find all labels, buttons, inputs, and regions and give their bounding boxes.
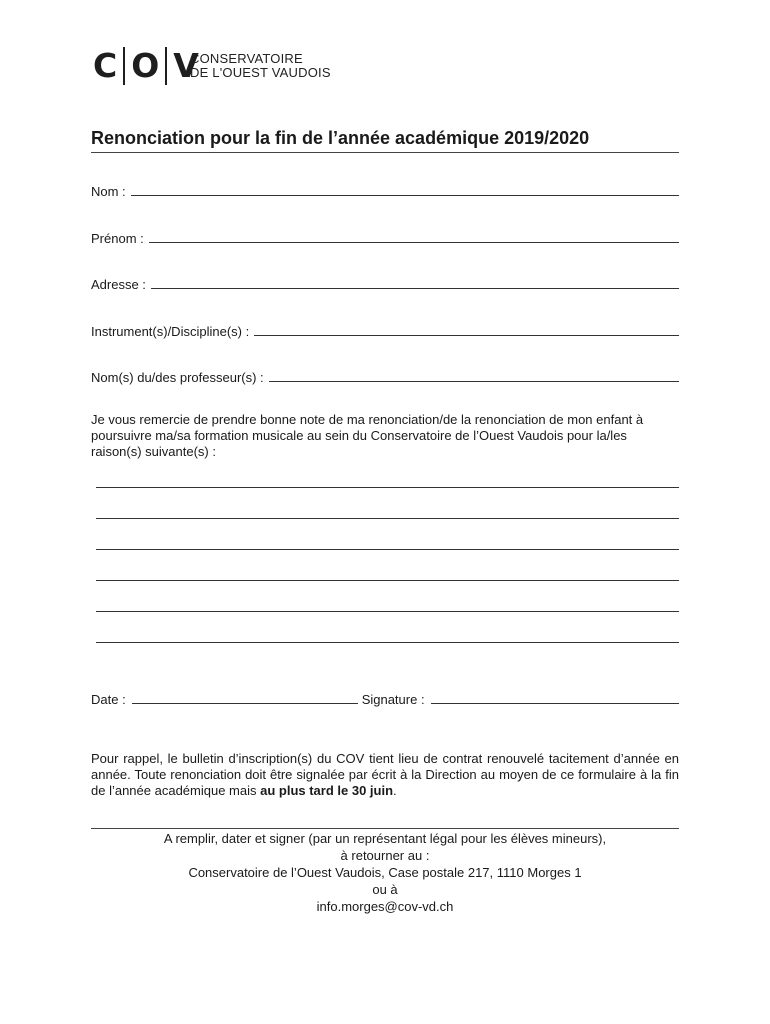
field-instrument-label: Instrument(s)/Discipline(s) :: [91, 324, 250, 339]
footer-line-1: A remplir, dater et signer (par un représentant légal pour les élèves mineurs),: [163, 831, 607, 846]
signature-label: Signature :: [361, 692, 425, 707]
footer-line-2: à retourner au :: [340, 848, 430, 863]
reminder-text: Pour rappel, le bulletin d’inscription(s) du COV tient lieu de contrat renouvelé tacitement d’année en année. Toute renonciation doit être signalée par écrit à la Direction au moyen de ce formulaire à la fin de l’année académique mais: [91, 751, 679, 798]
field-nom[interactable]: [91, 181, 679, 199]
footer-line-4: ou à: [372, 882, 398, 897]
reason-line-4[interactable]: [96, 580, 679, 581]
signature-line[interactable]: [431, 703, 679, 704]
date-signature-row: [91, 689, 679, 707]
logo-line-2: DE L'OUEST VAUDOIS: [190, 65, 331, 80]
date-line[interactable]: [132, 703, 358, 704]
field-instrument[interactable]: [91, 321, 679, 339]
date-label: Date :: [91, 692, 126, 707]
logo-letter-v: V: [173, 46, 199, 85]
renunciation-paragraph: Je vous remercie de prendre bonne note de ma renonciation/de la renonciation de mon enfant à poursuivre ma/sa formation musicale au sein du Conservatoire de l’Ouest Vaudois pour la/les raison(s) suivante(s) :: [91, 412, 644, 459]
field-instrument-line[interactable]: [254, 335, 679, 336]
field-adresse[interactable]: [91, 274, 679, 292]
logo-wordmark: [190, 52, 331, 80]
logo-letter-o: O: [131, 46, 160, 85]
reason-line-6[interactable]: [96, 642, 679, 643]
reason-line-1[interactable]: [96, 487, 679, 488]
field-adresse-line[interactable]: [151, 288, 679, 289]
logo-line-1: CONSERVATOIRE: [190, 51, 303, 66]
reminder-paragraph: [91, 751, 679, 799]
reason-line-5[interactable]: [96, 611, 679, 612]
field-professeur-label: Nom(s) du/des professeur(s) :: [91, 370, 264, 385]
logo-divider: [165, 47, 167, 85]
field-prenom-line[interactable]: [149, 242, 679, 243]
field-adresse-label: Adresse :: [91, 277, 146, 292]
field-nom-line[interactable]: [131, 195, 679, 196]
field-nom-label: Nom :: [91, 184, 126, 199]
field-professeur[interactable]: [91, 367, 679, 385]
reason-line-2[interactable]: [96, 518, 679, 519]
field-professeur-line[interactable]: [269, 381, 679, 382]
reason-line-3[interactable]: [96, 549, 679, 550]
reminder-end: .: [393, 783, 397, 798]
title-underline: [91, 152, 679, 153]
cov-logo: [93, 47, 199, 85]
footer-email[interactable]: info.morges@cov-vd.ch: [316, 899, 454, 914]
footer-instructions: [91, 830, 679, 915]
logo-letter-c: C: [93, 46, 118, 85]
logo-divider: [123, 47, 125, 85]
footer-divider: [91, 828, 679, 829]
page-title: Renonciation pour la fin de l’année académique 2019/2020: [91, 128, 590, 148]
reminder-deadline: au plus tard le 30 juin: [260, 783, 394, 798]
field-prenom[interactable]: [91, 228, 679, 246]
footer-line-3: Conservatoire de l’Ouest Vaudois, Case postale 217, 1110 Morges 1: [188, 865, 582, 880]
field-prenom-label: Prénom :: [91, 231, 144, 246]
